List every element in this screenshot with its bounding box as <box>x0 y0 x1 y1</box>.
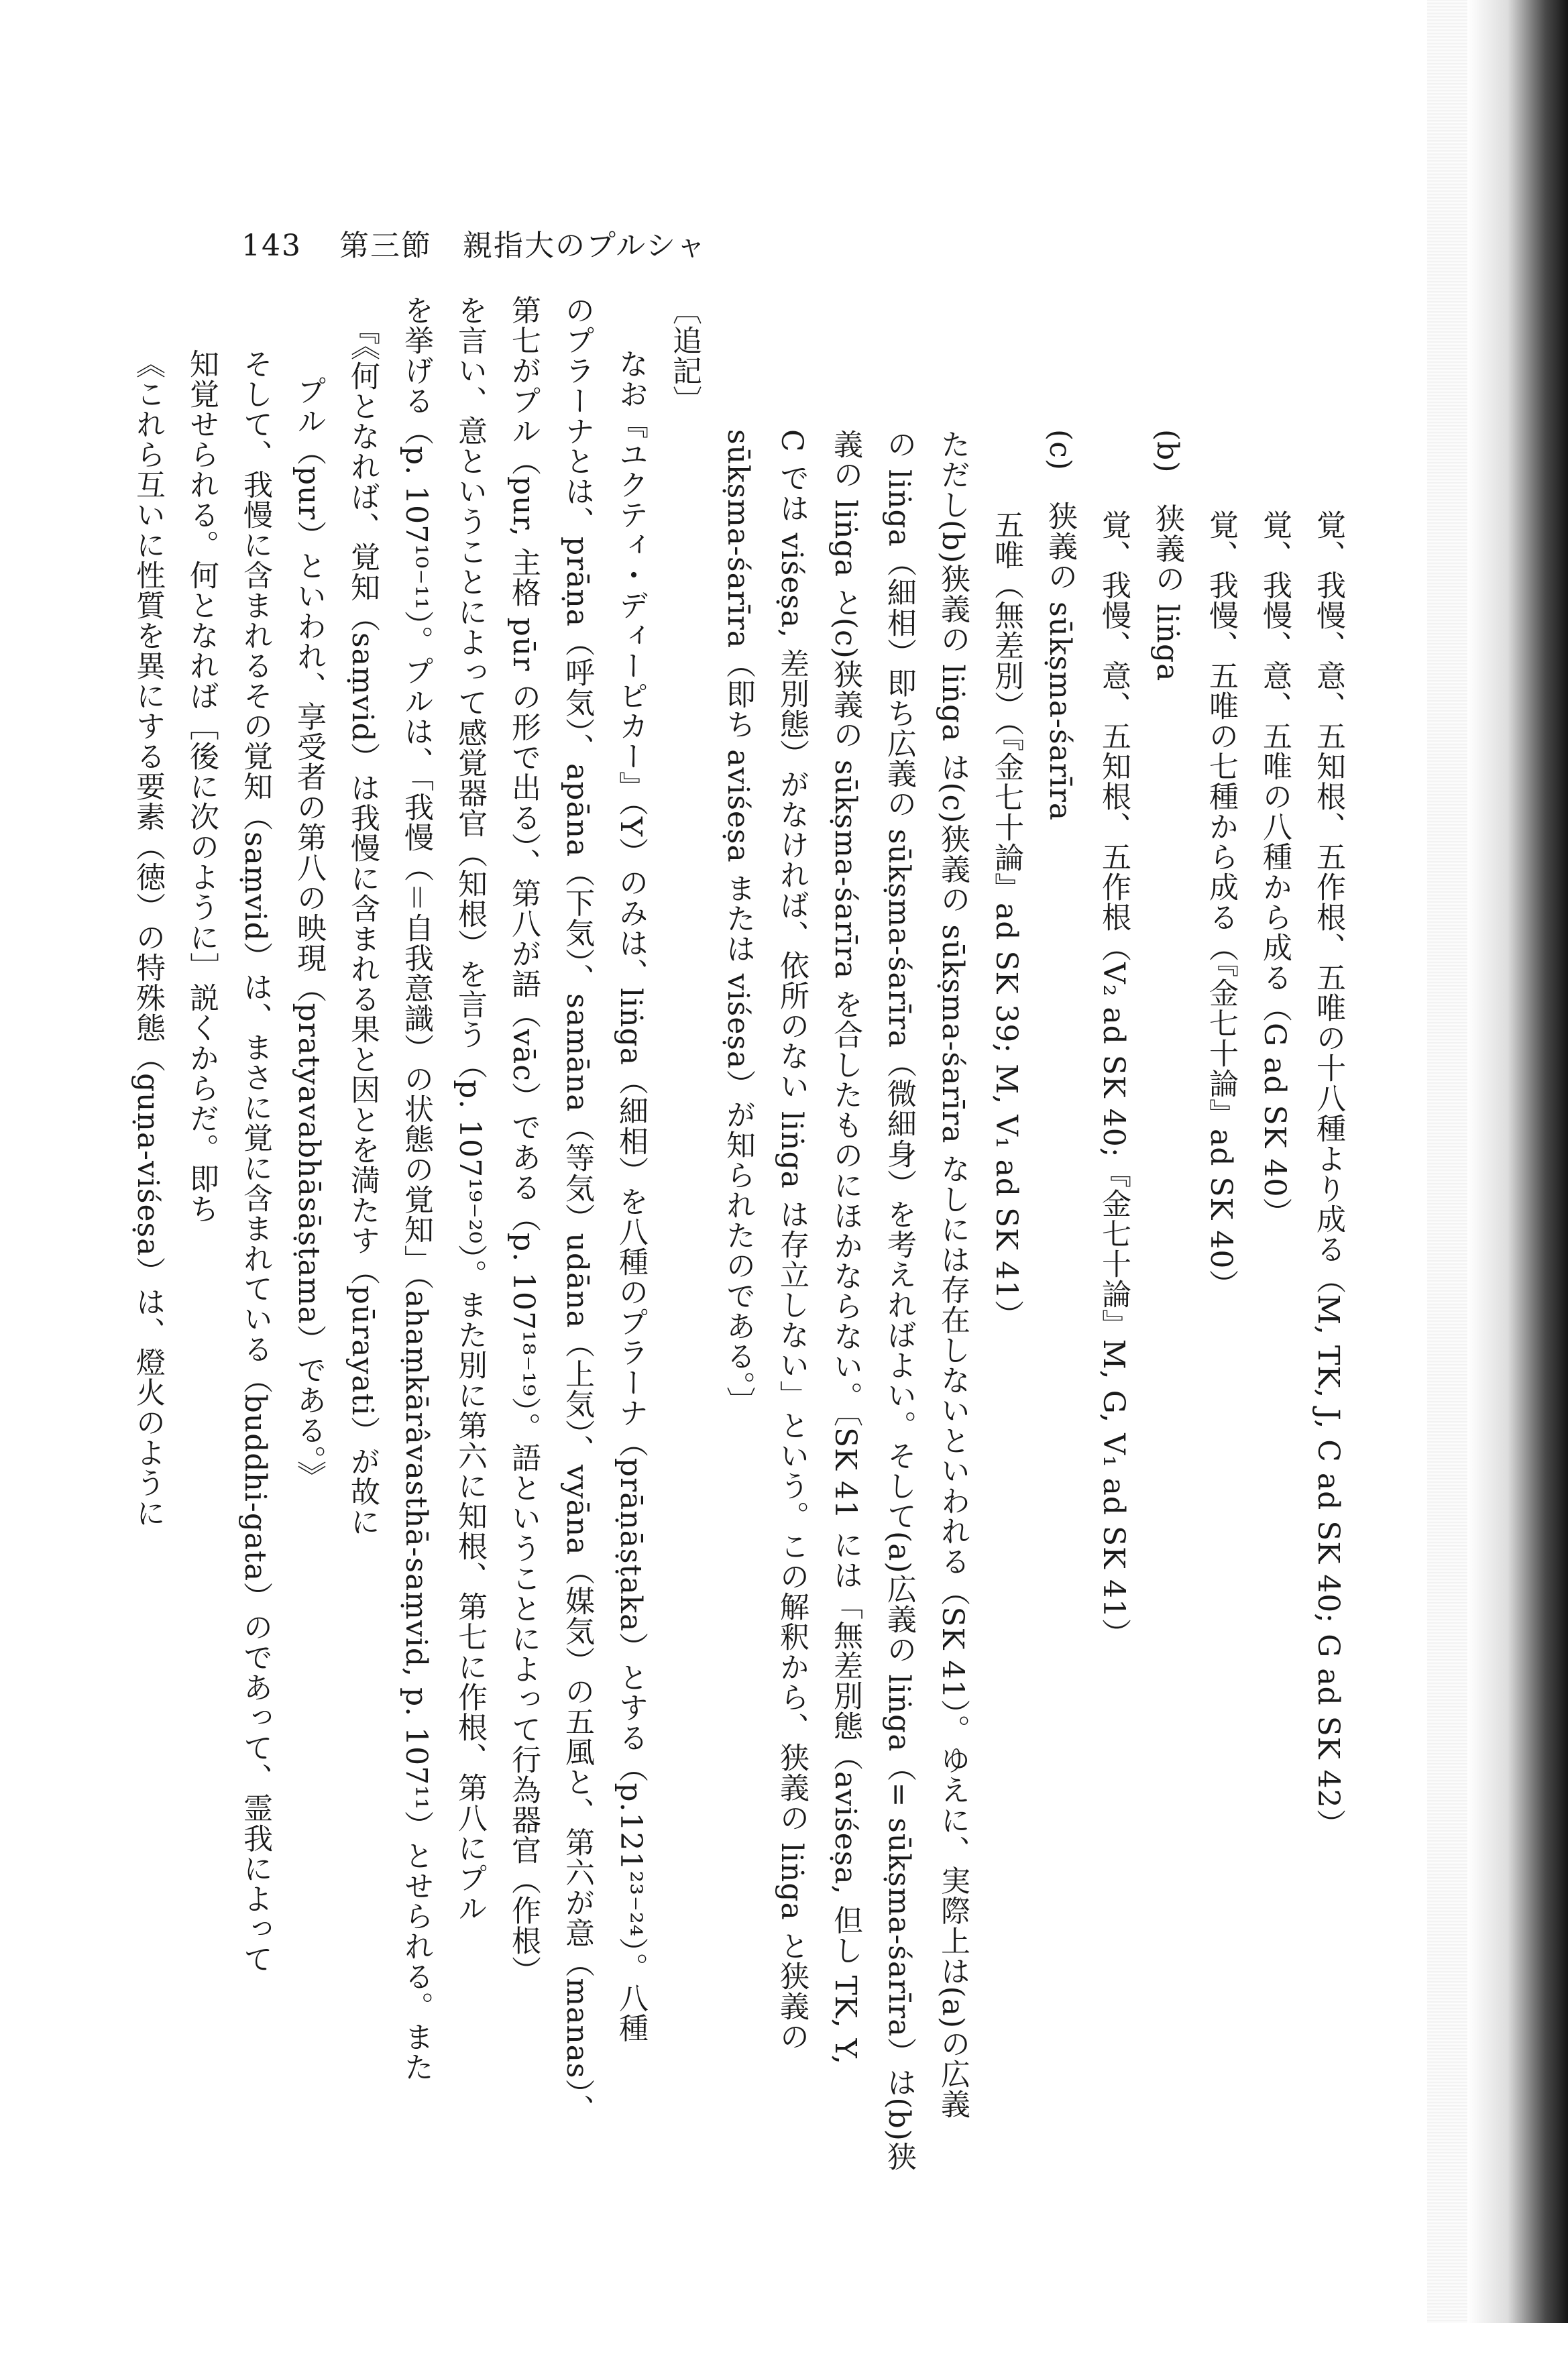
quote-line: 《これら互いに性質を異にする要素（徳）の特殊態（guṇa-viśeṣa）は、燈火のように <box>131 349 165 1528</box>
body-line: (b) 狭義の liṅga <box>1150 429 1184 682</box>
page-number: 143 <box>241 229 302 263</box>
body-line: の liṅga（細相）即ち広義の sūkṣma-śarīra（微細身）を考えればよい。そして(a)広義の liṅga（= sūkṣma-śarīra）は(b)狭 <box>882 429 916 2172</box>
body-line: sūkṣma-śarīra（即ち aviśeṣa または viśeṣa）が知られたのである。〕 <box>721 429 755 1417</box>
body-line: 覚、我慢、意、五知根、五作根、五唯の十八種より成る（M, TK, J, C ad SK 40; G ad SK 42） <box>1311 510 1345 1839</box>
quote-line: そして、我慢に含まれるその覚知（saṃvid）は、まさに覚に含まれている（buddhi-gata）のであって、霊我によって <box>238 349 272 1974</box>
body-line: C では viśeṣa, 差別態）がなければ、依所のない liṅga は存立しない」という。この解釈から、狭義の liṅga と狭義の <box>775 429 809 2052</box>
scan-edge-shadow <box>1467 0 1568 2323</box>
running-header <box>241 221 707 264</box>
body-line: を挙げる（p. 107¹⁰⁻¹¹）。プルは、「我慢（＝自我意識）の状態の覚知」（ahaṃkārâvasthā-saṃvid, p. 107¹¹）とせられる。また <box>399 295 433 2082</box>
body-line: (c) 狭義の sūkṣma-śarīra <box>1043 429 1077 822</box>
body-line: 五唯（無差別）（『金七十論』ad SK 39; M, V₁ ad SK 41） <box>989 510 1023 1330</box>
body-line: 覚、我慢、意、五知根、五作根（V₂ ad SK 40;『金七十論』M, G, V₁ ad SK 41） <box>1097 510 1131 1648</box>
body-line: 義の liṅga と(c)狭義の sūkṣma-śarīra を合したものにほかならない。〔SK 41 には「無差別態（aviśeṣa, 但し TK, Y, <box>828 429 862 2066</box>
quote-line: 『《何となれば、覚知（saṃvid）は我慢に含まれる果と因とを満たす（pūrayati）が故に <box>345 315 380 1537</box>
postscript-heading: 〔追記〕 <box>667 295 702 416</box>
quote-line: プル（pur）といわれ、享受者の第八の映現（pratyavabhāsāṣṭama）である。》 <box>292 376 326 1491</box>
section-title: 第三節 親指大のプルシャ <box>339 229 708 263</box>
body-line: 第七がプル（pur, 主格 pūr の形で出る）、第八が語（vāc）である（p. 107¹⁸⁻¹⁹）。語ということによって行為器官（作根） <box>506 295 541 1986</box>
body-line: 覚、我慢、五唯の七種から成る（『金七十論』ad SK 40） <box>1204 510 1238 1300</box>
body-line: 覚、我慢、意、五唯の八種から成る（G ad SK 40） <box>1257 510 1292 1228</box>
scan-shadow-noise <box>1427 0 1467 2323</box>
body-line: ただし(b)狭義の liṅga は(c)狭義の sūkṣma-śarīra なしには存在しないといわれる（SK 41）。ゆえに、実際上は(a)の広義 <box>936 429 970 2120</box>
body-line: を言い、意ということによって感覚器官（知根）を言う（p. 107¹⁹⁻²⁰）。また別に第六に知根、第七に作根、第八にプル <box>453 295 487 1923</box>
body-line: なお『ユクティ・ディーピカー』（Y）のみは、liṅga（細相）を八種のプラーナ（prāṇāṣṭaka）とする（p.121²³⁻²⁴）。八種 <box>614 349 648 2043</box>
body-line: のプラーナとは、prāṇa（呼気）、apāna（下気）、samāna（等気）udāna（上気）、vyāna（媒気）の五風と、第六が意（manas）、 <box>560 295 594 2125</box>
quote-line: 知覚せられる。何となれば［後に次のように］説くからだ。即ち <box>184 349 219 1224</box>
